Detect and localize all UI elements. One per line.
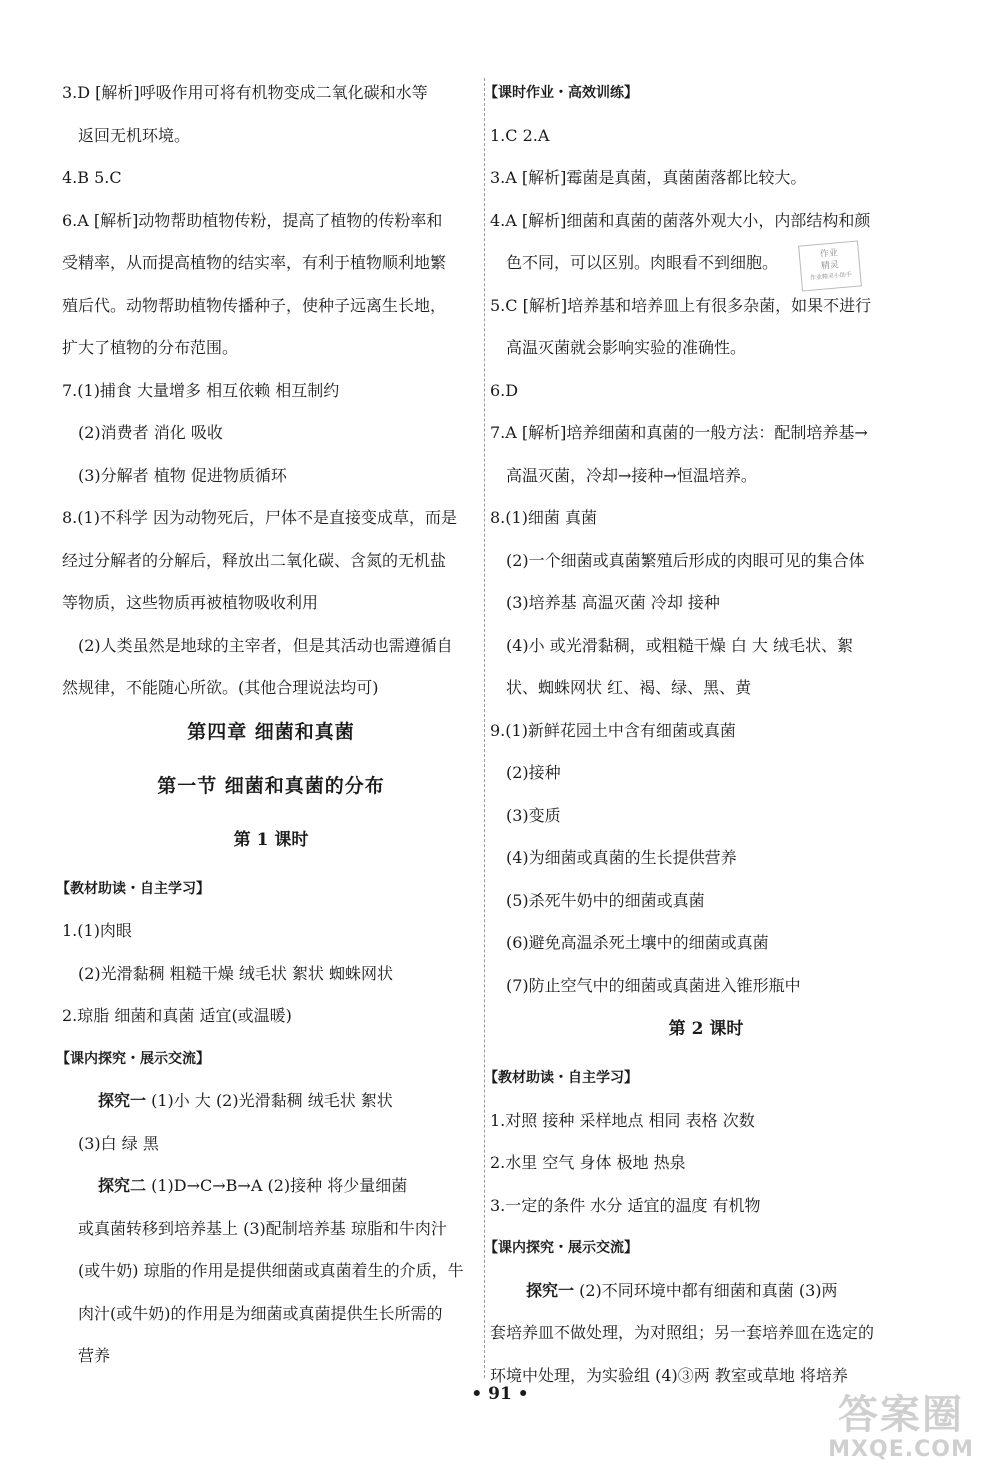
stamp-line: 作业	[819, 248, 839, 260]
answer-line: (3)变质	[506, 805, 561, 825]
answer-line: (3)分解者 植物 促进物质循环	[78, 465, 287, 485]
answer-line: (2)一个细菌或真菌繁殖后形成的肉眼可见的集合体	[506, 550, 865, 570]
stamp-line: 作业精灵小助手	[809, 271, 853, 282]
answer-line: 高温灭菌就会影响实验的准确性。	[506, 338, 747, 357]
column-divider	[484, 78, 486, 1378]
watermark-logo-text: 答案圈	[838, 1392, 964, 1438]
answer-line: 5.C [解析]培养基和培养皿上有很多杂菌，如果不进行	[490, 295, 872, 315]
answer-line: 套培养皿不做处理，为对照组；另一套培养皿在选定的	[490, 1323, 875, 1342]
answer-line: 受精率，从而提高植物的结实率，有利于植物顺利地繁	[62, 253, 447, 272]
explore-label: 探究二	[98, 1176, 147, 1195]
answer-line: 3.一定的条件 水分 适宜的温度 有机物	[490, 1195, 761, 1215]
answer-line: (7)防止空气中的细菌或真菌进入锥形瓶中	[506, 975, 801, 995]
answer-text: (1)小 大 (2)光滑黏稠 绒毛状 絮状	[146, 1091, 393, 1110]
watermark-url: MXQE.COM	[828, 1437, 974, 1462]
answer-line: (2)光滑黏稠 粗糙干燥 绒毛状 絮状 蜘蛛网状	[78, 963, 394, 983]
left-column	[56, 82, 480, 1388]
section-header: 【教材助读・自主学习】	[56, 880, 210, 897]
answer-line: (2)接种	[506, 763, 561, 782]
section-title: 第一节 细菌和真菌的分布	[157, 774, 385, 797]
answer-line	[62, 1175, 480, 1197]
answer-line: 肉汁(或牛奶)的作用是为细菌或真菌提供生长所需的	[78, 1303, 443, 1323]
answer-line: 8.(1)细菌 真菌	[490, 508, 598, 527]
answer-line: 4.B 5.C	[62, 168, 122, 187]
lesson-title: 第 1 课时	[233, 829, 309, 850]
answer-line: 经过分解者的分解后，释放出二氧化碳、含氮的无机盐	[62, 550, 447, 570]
answer-line: 2.水里 空气 身体 极地 热泉	[490, 1153, 686, 1172]
answer-line: 6.A [解析]动物帮助植物传粉，提高了植物的传粉率和	[62, 210, 443, 230]
answer-line: 扩大了植物的分布范围。	[62, 338, 239, 357]
answer-line: 状、蜘蛛网状 红、褐、绿、黑、黄	[506, 678, 752, 697]
answer-line: 殖后代。动物帮助植物传播种子，使种子远离生长地，	[62, 295, 447, 315]
answer-line: 然规律，不能随心所欲。(其他合理说法均可)	[62, 678, 379, 697]
answer-line: (6)避免高温杀死土壤中的细菌或真菌	[506, 933, 769, 952]
section-header: 【课内探究・展示交流】	[56, 1050, 210, 1067]
answer-line: 1.(1)肉眼	[62, 921, 132, 940]
answer-text: (2)不同环境中都有细菌和真菌 (3)两	[574, 1280, 838, 1300]
explore-label: 探究一	[98, 1091, 147, 1110]
answer-line: 3.A [解析]霉菌是真菌，真菌菌落都比较大。	[490, 168, 807, 187]
answer-line: (2)消费者 消化 吸收	[78, 423, 223, 442]
section-header: 【教材助读・自主学习】	[484, 1070, 638, 1086]
section-header: 【课内探究・展示交流】	[484, 1240, 638, 1256]
answer-line	[62, 1090, 480, 1112]
answer-line: 或真菌转移到培养基上 (3)配制培养基 琼脂和牛肉汁	[78, 1218, 447, 1238]
answer-line: (4)小 或光滑黏稠，或粗糙干燥 白 大 绒毛状、絮	[506, 635, 854, 655]
answer-line: 1.C 2.A	[490, 125, 550, 145]
answer-line: (3)培养基 高温灭菌 冷却 接种	[506, 593, 720, 612]
answer-line: (4)为细菌或真菌的生长提供营养	[506, 848, 737, 867]
answer-line: 环境中处理，为实验组 (4)③两 教室或草地 将培养	[490, 1365, 848, 1385]
answer-line: 营养	[78, 1346, 111, 1365]
site-watermark	[806, 1392, 996, 1468]
chapter-title: 第四章 细菌和真菌	[187, 720, 355, 743]
answer-line: 返回无机环境。	[78, 125, 191, 145]
page-number: • 91 •	[471, 1384, 529, 1404]
answer-line: 4.A [解析]细菌和真菌的菌落外观大小，内部结构和颜	[490, 210, 871, 230]
watermark-stamp	[798, 240, 862, 291]
answer-line	[490, 1280, 922, 1302]
explore-label: 探究一	[526, 1280, 575, 1300]
answer-line: 等物质，这些物质再被植物吸收利用	[62, 593, 319, 612]
lesson-title: 第 2 课时	[668, 1019, 744, 1039]
answer-line: 3.D [解析]呼吸作用可将有机物变成二氧化碳和水等	[62, 83, 428, 102]
answer-line: 8.(1)不科学 因为动物死后，尸体不是直接变成草，而是	[62, 508, 458, 527]
answer-text: (1)D→C→B→A (2)接种 将少量细菌	[146, 1176, 408, 1195]
answer-line: 7.(1)捕食 大量增多 相互依赖 相互制约	[62, 380, 340, 400]
answer-line: 色不同，可以区别。肉眼看不到细胞。	[506, 253, 779, 272]
answer-line: (5)杀死牛奶中的细菌或真菌	[506, 890, 705, 910]
answer-line: 1.对照 接种 采样地点 相同 表格 次数	[490, 1110, 755, 1130]
answer-line: 6.D	[490, 380, 519, 400]
answer-line: 7.A [解析]培养细菌和真菌的一般方法：配制培养基→	[490, 423, 868, 442]
answer-line: 2.琼脂 细菌和真菌 适宜(或温暖)	[62, 1006, 292, 1025]
answer-line: (2)人类虽然是地球的主宰者，但是其活动也需遵循自	[78, 635, 453, 655]
answer-line: (3)白 绿 黑	[78, 1133, 159, 1153]
answer-line: (或牛奶) 琼脂的作用是提供细菌或真菌着生的介质，牛	[78, 1261, 464, 1280]
stamp-line: 精灵	[820, 260, 840, 272]
answer-line: 高温灭菌，冷却→接种→恒温培养。	[506, 465, 757, 485]
section-header: 【课时作业・高效训练】	[484, 85, 638, 101]
answer-line: 9.(1)新鲜花园土中含有细菌或真菌	[490, 720, 736, 740]
